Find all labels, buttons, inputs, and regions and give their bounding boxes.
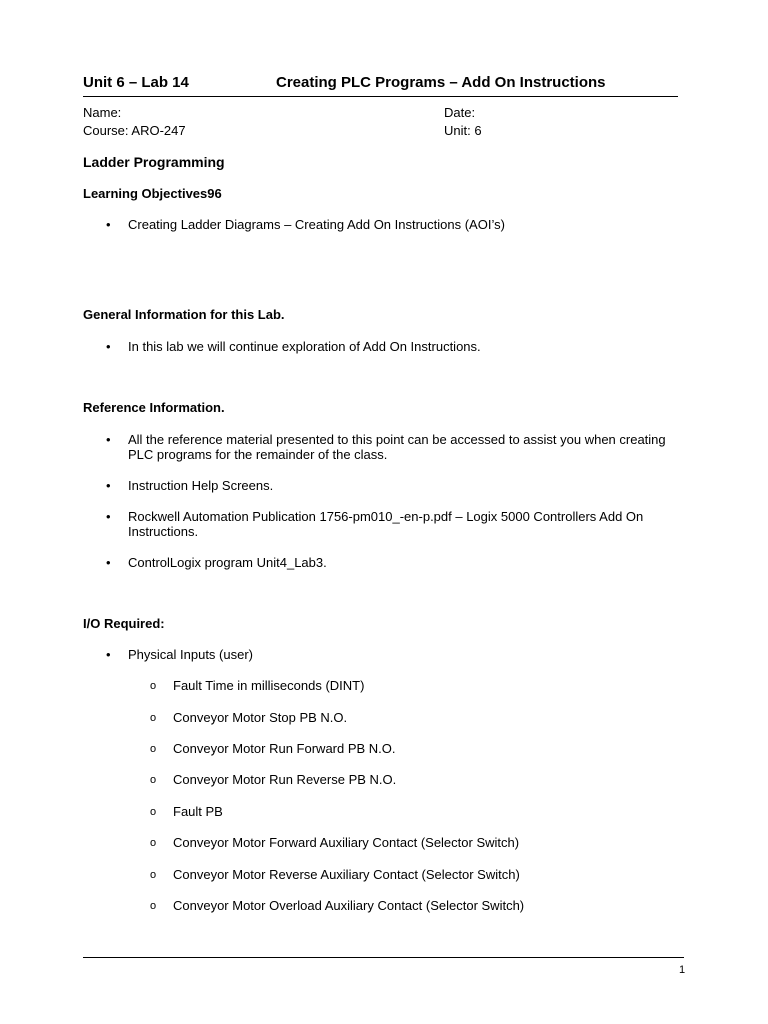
io-sub-item: o Conveyor Motor Reverse Auxiliary Contact (Selector Switch) [173,867,520,882]
io-sub-item: o Fault PB [173,804,223,819]
objective-item: • Creating Ladder Diagrams – Creating Add On Instructions (AOI’s) [128,217,688,232]
reference-item: • Instruction Help Screens. [128,478,688,493]
course-label: Course: ARO-247 [83,123,186,138]
section-heading-io: I/O Required: [83,616,165,631]
header-unit-lab: Unit 6 – Lab 14 [83,74,189,91]
general-item: • In this lab we will continue exploration of Add On Instructions. [128,339,688,354]
header-title: Creating PLC Programs – Add On Instructions [276,74,606,91]
io-item: • Physical Inputs (user) [128,647,688,662]
io-sub-item: o Conveyor Motor Run Reverse PB N.O. [173,772,396,787]
io-sub-item: o Conveyor Motor Overload Auxiliary Contact (Selector Switch) [173,898,524,913]
reference-item: • All the reference material presented to this point can be accessed to assist you when creating PLC programs for the remainder of the class. [128,432,688,462]
header-rule [83,96,678,97]
name-label: Name: [83,105,122,120]
section-heading-objectives: Learning Objectives96 [83,186,222,201]
io-sub-item: o Conveyor Motor Run Forward PB N.O. [173,741,396,756]
reference-item: • ControlLogix program Unit4_Lab3. [128,555,688,570]
section-heading-reference: Reference Information. [83,400,225,415]
io-sub-item: o Conveyor Motor Forward Auxiliary Contact (Selector Switch) [173,835,519,850]
date-label: Date: [444,105,476,120]
section-heading-ladder: Ladder Programming [83,154,225,170]
io-sub-item: o Fault Time in milliseconds (DINT) [173,678,364,693]
section-heading-general: General Information for this Lab. [83,307,285,322]
footer-rule [83,957,684,958]
reference-item: • Rockwell Automation Publication 1756-pm010_-en-p.pdf – Logix 5000 Controllers Add On Instructions. [128,509,688,539]
io-sub-item: o Conveyor Motor Stop PB N.O. [173,710,347,725]
page-number: 1 [679,964,686,976]
unit-label: Unit: 6 [444,123,482,138]
